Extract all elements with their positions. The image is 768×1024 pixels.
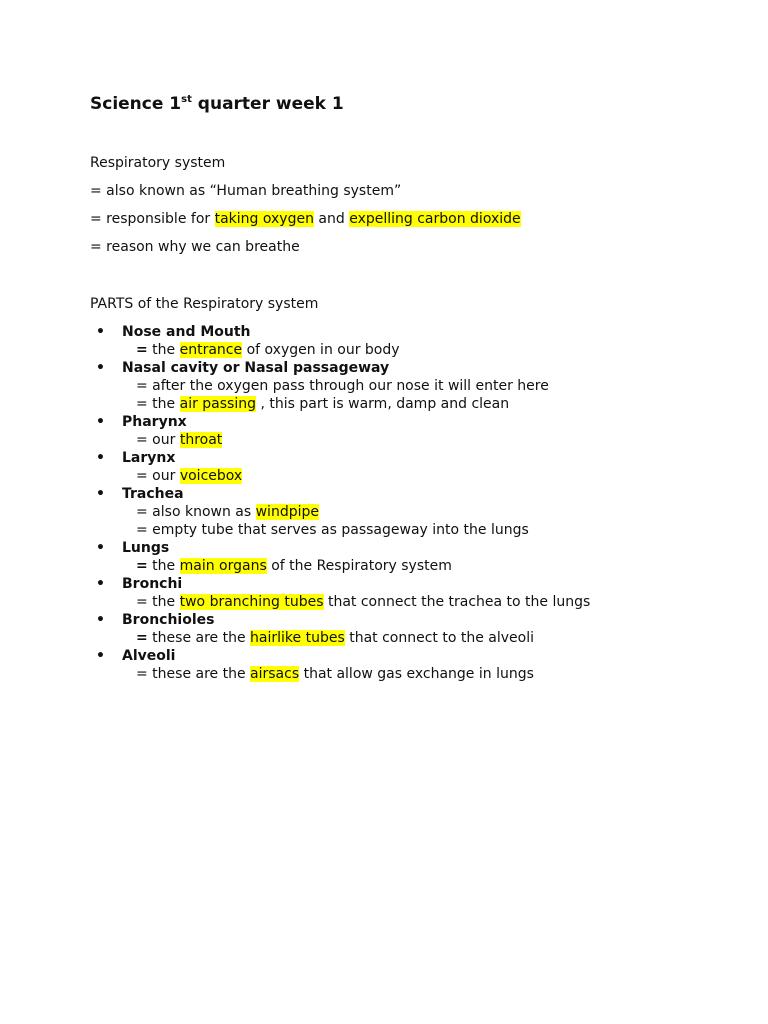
list-item [90,449,730,485]
definition-text: = these are the [136,666,251,682]
highlighted-term: throat [179,432,223,448]
intro-line-1: = also known as “Human breathing system” [90,183,402,199]
list-item [90,413,730,449]
intro-line-2-mid: and [313,211,350,227]
part-definition [122,431,730,449]
bullet-icon: • [96,486,105,502]
list-item [90,611,730,647]
definition-text: = empty tube that serves as passageway into the lungs [136,522,529,538]
definition-text: these are the [147,630,251,646]
part-name: Bronchi [122,576,183,592]
definition-text: = our [136,432,180,448]
highlighted-term: windpipe [255,504,319,520]
definition-equals: = [136,630,148,646]
parts-heading: PARTS of the Respiratory system [90,296,319,312]
definition-equals: = [136,558,148,574]
highlighted-term: two branching tubes [179,594,324,610]
title-superscript: st [181,94,192,105]
bullet-icon: • [96,414,105,430]
part-name: Nasal cavity or Nasal passageway [122,360,390,376]
list-item [90,575,730,611]
highlighted-term: entrance [179,342,243,358]
definition-text: that connect to the alveoli [344,630,534,646]
highlight-expelling-carbon-dioxide: expelling carbon dioxide [349,211,521,227]
highlighted-term: main organs [179,558,267,574]
part-definition [122,503,730,521]
definition-text: that allow gas exchange in lungs [299,666,534,682]
list-item [90,323,730,359]
bullet-icon: • [96,324,105,340]
part-name: Bronchioles [122,612,215,628]
title-main: Science 1 [90,94,182,114]
part-name: Larynx [122,450,176,466]
document-page [90,92,730,683]
definition-text: = the [136,396,180,412]
list-item [90,647,730,683]
definition-text: = our [136,468,180,484]
highlighted-term: hairlike tubes [250,630,345,646]
title-rest: quarter week 1 [191,94,344,114]
list-item [90,539,730,575]
definition-text: the [147,558,180,574]
bullet-icon: • [96,576,105,592]
definition-text: = after the oxygen pass through our nose it will enter here [136,378,549,394]
intro-line-2-pre: = responsible for [90,211,215,227]
intro-heading: Respiratory system [90,155,226,171]
part-definition [122,665,730,683]
definition-text: that connect the trachea to the lungs [323,594,591,610]
bullet-icon: • [96,450,105,466]
part-definition [122,395,730,413]
intro-line-2 [90,210,730,228]
definition-text: the [147,342,180,358]
part-name: Alveoli [122,648,176,664]
part-definition [122,557,730,575]
part-name: Nose and Mouth [122,324,251,340]
bullet-icon: • [96,648,105,664]
definition-text: of the Respiratory system [266,558,452,574]
part-definition [122,467,730,485]
part-definition [122,341,730,359]
highlighted-term: airsacs [250,666,300,682]
definition-equals: = [136,342,148,358]
definition-text: = also known as [136,504,256,520]
bullet-icon: • [96,360,105,376]
definition-text: of oxygen in our body [242,342,400,358]
highlighted-term: voicebox [179,468,243,484]
part-definition [122,521,730,539]
part-definition [122,593,730,611]
bullet-icon: • [96,540,105,556]
part-definition [122,629,730,647]
intro-line-3: = reason why we can breathe [90,239,300,255]
highlight-taking-oxygen: taking oxygen [214,211,314,227]
list-item [90,485,730,539]
part-name: Pharynx [122,414,187,430]
bullet-icon: • [96,612,105,628]
part-name: Trachea [122,486,184,502]
part-name: Lungs [122,540,170,556]
parts-list [90,323,730,683]
definition-text: = the [136,594,180,610]
highlighted-term: air passing [179,396,256,412]
page-title [90,92,730,116]
part-definition [122,377,730,395]
list-item [90,359,730,413]
definition-text: , this part is warm, damp and clean [256,396,510,412]
